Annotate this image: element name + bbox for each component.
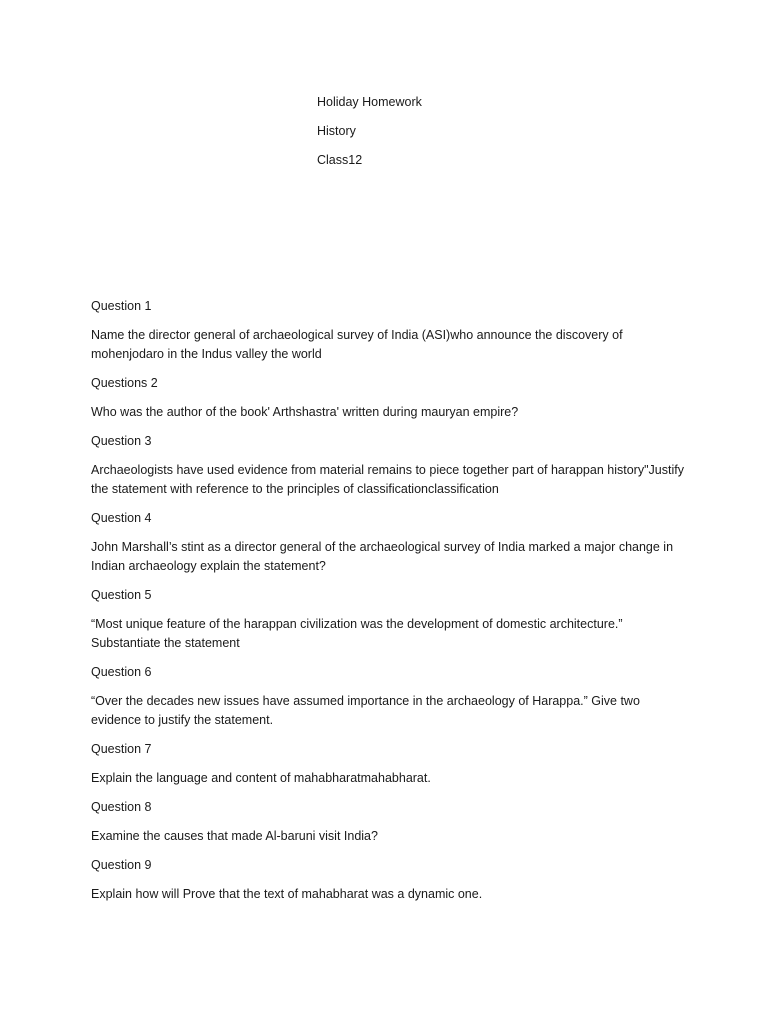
question-item	[91, 663, 691, 730]
question-item	[91, 798, 691, 846]
question-title: Question 8	[91, 800, 152, 814]
question-text: Examine the causes that made Al-baruni visit India?	[91, 829, 378, 843]
question-text: Explain the language and content of mahabharatmahabharat.	[91, 771, 431, 785]
question-item	[91, 432, 691, 499]
question-text: “Most unique feature of the harappan civilization was the development of domestic architecture.” Substantiate the statement	[91, 617, 623, 650]
question-title: Question 3	[91, 434, 152, 448]
question-title: Question 1	[91, 299, 152, 313]
question-item	[91, 374, 691, 422]
header-title: Holiday Homework	[317, 95, 422, 109]
question-title: Questions 2	[91, 376, 158, 390]
question-item	[91, 297, 691, 364]
header-subject: History	[317, 124, 356, 138]
question-list	[91, 297, 691, 914]
question-item	[91, 586, 691, 653]
question-text: Name the director general of archaeological survey of India (ASI)who announce the discovery of mohenjodaro in the Indus valley the world	[91, 328, 623, 361]
question-item	[91, 856, 691, 904]
question-item	[91, 740, 691, 788]
question-title: Question 7	[91, 742, 152, 756]
question-title: Question 4	[91, 511, 152, 525]
question-title: Question 5	[91, 588, 152, 602]
question-title: Question 6	[91, 665, 152, 679]
header-class: Class12	[317, 153, 363, 167]
question-title: Question 9	[91, 858, 152, 872]
question-text: Archaeologists have used evidence from material remains to piece together part of harappan history"Justify the statement with reference to the principles of classificationclassification	[91, 463, 684, 496]
question-text: Who was the author of the book' Arthshastra' written during mauryan empire?	[91, 405, 519, 419]
document-header	[317, 93, 422, 180]
question-text: Explain how will Prove that the text of mahabharat was a dynamic one.	[91, 887, 483, 901]
question-text: “Over the decades new issues have assumed importance in the archaeology of Harappa.” Give two evidence to justify the statement.	[91, 694, 640, 727]
question-text: John Marshall’s stint as a director general of the archaeological survey of India marked a major change in Indian archaeology explain the statement?	[91, 540, 674, 573]
question-item	[91, 509, 691, 576]
